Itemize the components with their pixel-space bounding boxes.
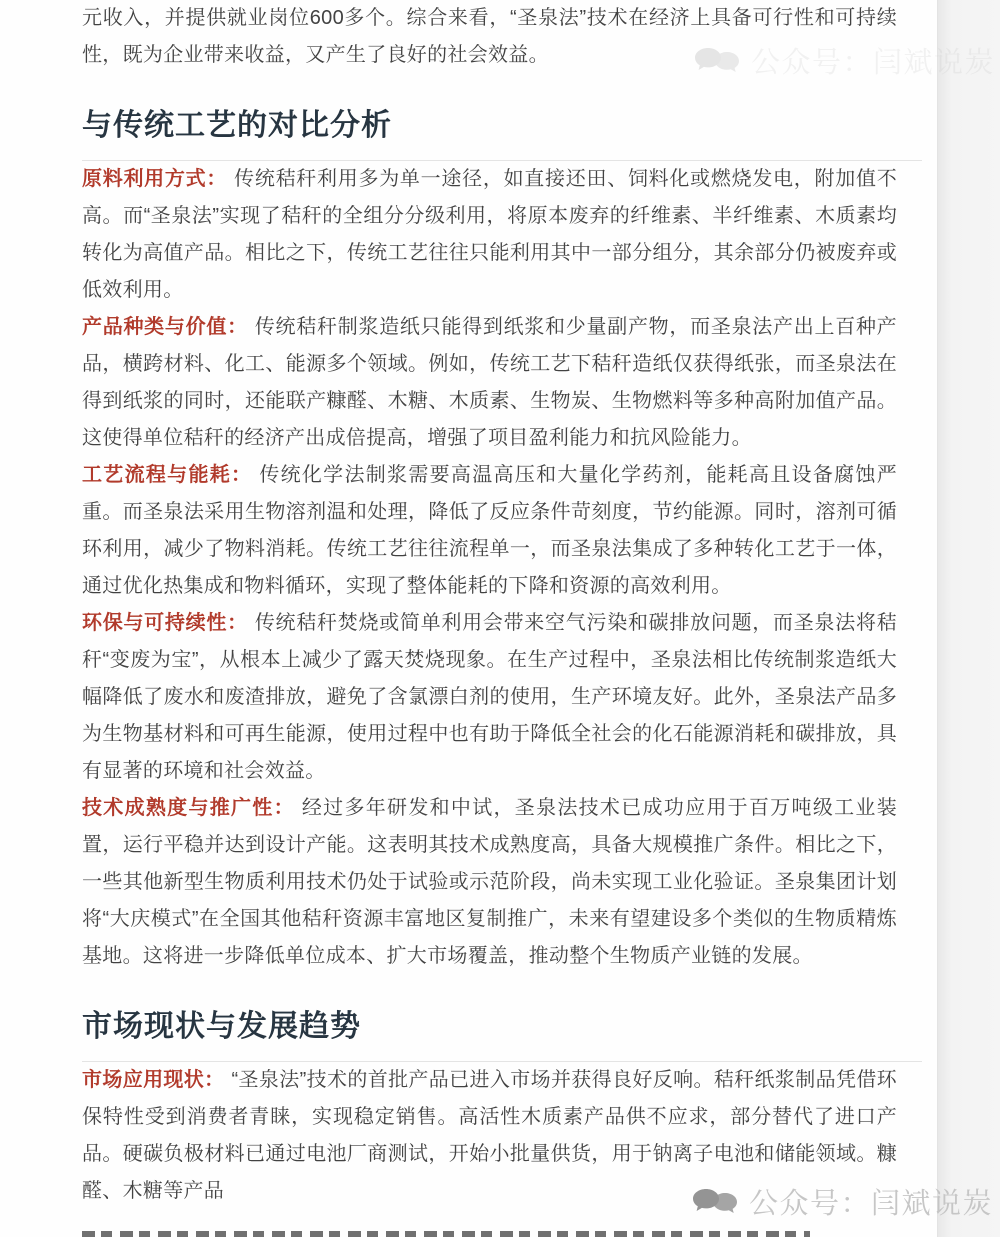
paragraph-market-application — [82, 1062, 897, 1210]
clipped-text-line — [82, 1231, 810, 1237]
page-right-gutter — [937, 0, 1000, 1237]
section-heading-market-trends: 市场现状与发展趋势 — [82, 1010, 361, 1043]
watermark-label: 公众号：闫斌说炭 — [751, 47, 996, 79]
section-heading-comparison: 与传统工艺的对比分析 — [82, 109, 392, 142]
paragraph-process-energy — [82, 457, 897, 605]
paragraph-text: 经过多年研发和中试，圣泉法技术已成功应用于百万吨级工业装置，运行平稳并达到设计产能。这表明其技术成熟度高，具备大规模推广条件。相比之下，一些其他新型生物质利用技术仍处于试验或示范阶段，尚未实现工业化验证。圣泉集团计划将“大庆模式”在全国其他秸秆资源丰富地区复制推广，未来有望建设多个类似的生物质精炼基地。这将进一步降低单位成本、扩大市场覆盖，推动整个生物质产业链的发展。 — [82, 797, 897, 967]
paragraph-label: 产品种类与价值： — [82, 316, 248, 338]
paragraph-environment-sustainability — [82, 605, 897, 790]
paragraph-label: 技术成熟度与推广性： — [82, 797, 295, 819]
paragraph-text: 传统化学法制浆需要高温高压和大量化学药剂，能耗高且设备腐蚀严重。而圣泉法采用生物溶剂温和处理，降低了反应条件苛刻度，节约能源。同时，溶剂可循环利用，减少了物料消耗。传统工艺往往流程单一，而圣泉法集成了多种转化工艺于一体，通过优化热集成和物料循环，实现了整体能耗的下降和资源的高效利用。 — [82, 464, 897, 597]
paragraph-label: 工艺流程与能耗： — [82, 464, 253, 486]
paragraph-label: 环保与可持续性： — [82, 612, 248, 634]
paragraph-product-variety-value — [82, 309, 897, 457]
paragraph-raw-material-use — [82, 161, 897, 309]
watermark-label: 公众号：闫斌说炭 — [749, 1188, 994, 1220]
paragraph-label: 原料利用方式： — [82, 168, 228, 190]
paragraph-text: 传统秸秆焚烧或简单利用会带来空气污染和碳排放问题，而圣泉法将秸秆“变废为宝”，从根本上减少了露天焚烧现象。在生产过程中，圣泉法相比传统制浆造纸大幅降低了废水和废渣排放，避免了含氯漂白剂的使用，生产环境友好。此外，圣泉法产品多为生物基材料和可再生能源，使用过程中也有助于降低全社会的化石能源消耗和碳排放，具有显著的环境和社会效益。 — [82, 612, 897, 782]
paragraph-tech-maturity-promotion — [82, 790, 897, 975]
paragraph-text: “圣泉法”技术的首批产品已进入市场并获得良好反响。秸秆纸浆制品凭借环保特性受到消费者青睐，实现稳定销售。高活性木质素产品供不应求，部分替代了进口产品。硬碳负极材料已通过电池厂商测试，开始小批量供货，用于钠离子电池和储能领域。糠醛、木糖等产品 — [82, 1069, 897, 1202]
paragraph-text: 传统秸秆制浆造纸只能得到纸浆和少量副产物，而圣泉法产出上百种产品，横跨材料、化工、能源多个领域。例如，传统工艺下秸秆造纸仅获得纸张，而圣泉法在得到纸浆的同时，还能联产糠醛、木糖、木质素、生物炭、生物燃料等多种高附加值产品。这使得单位秸秆的经济产出成倍提高，增强了项目盈利能力和抗风险能力。 — [82, 316, 897, 449]
intro-paragraph: 元收入，并提供就业岗位600多个。综合来看，“圣泉法”技术在经济上具备可行性和可持续性，既为企业带来收益，又产生了良好的社会效益。 — [82, 7, 897, 66]
paragraph-text: 传统秸秆利用多为单一途径，如直接还田、饲料化或燃烧发电，附加值不高。而“圣泉法”实现了秸秆的全组分分级利用，将原本废弃的纤维素、半纤维素、木质素均转化为高值产品。相比之下，传统工艺往往只能利用其中一部分组分，其余部分仍被废弃或低效利用。 — [82, 168, 897, 301]
paragraph-label: 市场应用现状： — [82, 1069, 225, 1091]
